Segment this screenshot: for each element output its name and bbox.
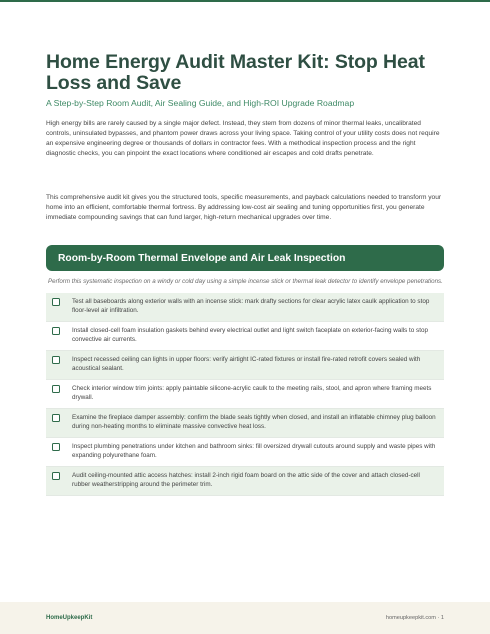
- checkbox[interactable]: [52, 327, 60, 335]
- checklist-item-text: Inspect recessed ceiling can lights in upper floors: verify airtight IC-rated fixtures or install fire-rated retrofit covers sealed with acoustical sealant.: [72, 355, 421, 372]
- section-title: Room-by-Room Thermal Envelope and Air Leak Inspection: [58, 252, 346, 264]
- checklist-item-text: Inspect plumbing penetrations under kitchen and bathroom sinks: fill oversized drywall cutouts around supply and waste pipes with expanding polyurethane foam.: [72, 442, 436, 459]
- checklist-item: [46, 322, 444, 351]
- checkbox[interactable]: [52, 472, 60, 480]
- checklist-item-text: Install closed-cell foam insulation gaskets behind every electrical outlet and light switch faceplate on exterior-facing walls to stop convective air currents.: [72, 326, 428, 343]
- checkbox[interactable]: [52, 414, 60, 422]
- footer-brand: HomeUpkeepKit: [46, 615, 93, 621]
- section-note: Perform this systematic inspection on a windy or cold day using a simple incense stick or thermal leak detector to identify envelope penetrations.: [48, 278, 443, 285]
- checklist-item-text: Examine the fireplace damper assembly: confirm the blade seals tightly when closed, and install an inflatable chimney plug balloon during non-heating months to eliminate massive convective heat loss.: [72, 413, 436, 430]
- checklist-item: [46, 409, 444, 438]
- footer-page-number: homeupkeepkit.com · 1: [385, 615, 444, 621]
- page-title: Home Energy Audit Master Kit: Stop Heat Loss and Save: [46, 51, 425, 94]
- checkbox[interactable]: [52, 298, 60, 306]
- checklist-item: [46, 380, 444, 409]
- checklist-item: [46, 351, 444, 380]
- checklist-item: [46, 438, 444, 467]
- inspection-checklist: [46, 293, 444, 496]
- checkbox[interactable]: [52, 356, 60, 364]
- intro-paragraph-2: This comprehensive audit kit gives you the structured tools, specific measurements, and payback calculations needed to transform your home into an efficient, comfortable thermal fortress. By addressing low-cost air sealing and tuning opportunities first, you generate immediate compounding savings that can fund larger, high-return mechanical upgrades over time.: [46, 194, 442, 221]
- top-accent-rule: [0, 0, 490, 2]
- page-footer: [0, 602, 490, 634]
- page-subtitle: A Step-by-Step Room Audit, Air Sealing Guide, and High-ROI Upgrade Roadmap: [46, 98, 355, 108]
- checklist-item: [46, 467, 444, 496]
- document-body: [46, 52, 444, 496]
- section-header: [46, 245, 444, 271]
- checklist-item-text: Test all baseboards along exterior walls with an incense stick: mark drafty sections for clear acrylic latex caulk application to stop floor-level air infiltration.: [72, 297, 430, 314]
- checkbox[interactable]: [52, 385, 60, 393]
- intro-paragraph-1: High energy bills are rarely caused by a single major defect. Instead, they stem from dozens of minor thermal leaks, uncalibrated controls, uninsulated bypasses, and phantom power draws across your living space. Taking control of your utility costs does not require an expensive engineering degree or thousands of dollars in contractor fees. With a methodical inspection process and the right diagnostic checks, you can pinpoint the exact locations where conditioned air escapes and cold drafts penetrate.: [46, 120, 440, 157]
- checklist-item-text: Check interior window trim joints: apply paintable silicone-acrylic caulk to the meeting rails, stool, and apron where framing meets drywall.: [72, 384, 432, 401]
- checklist-item-text: Audit ceiling-mounted attic access hatches: install 2-inch rigid foam board on the attic side of the cover and attach closed-cell rubber weatherstripping around the perimeter trim.: [72, 471, 420, 488]
- checklist-item: [46, 293, 444, 322]
- checkbox[interactable]: [52, 443, 60, 451]
